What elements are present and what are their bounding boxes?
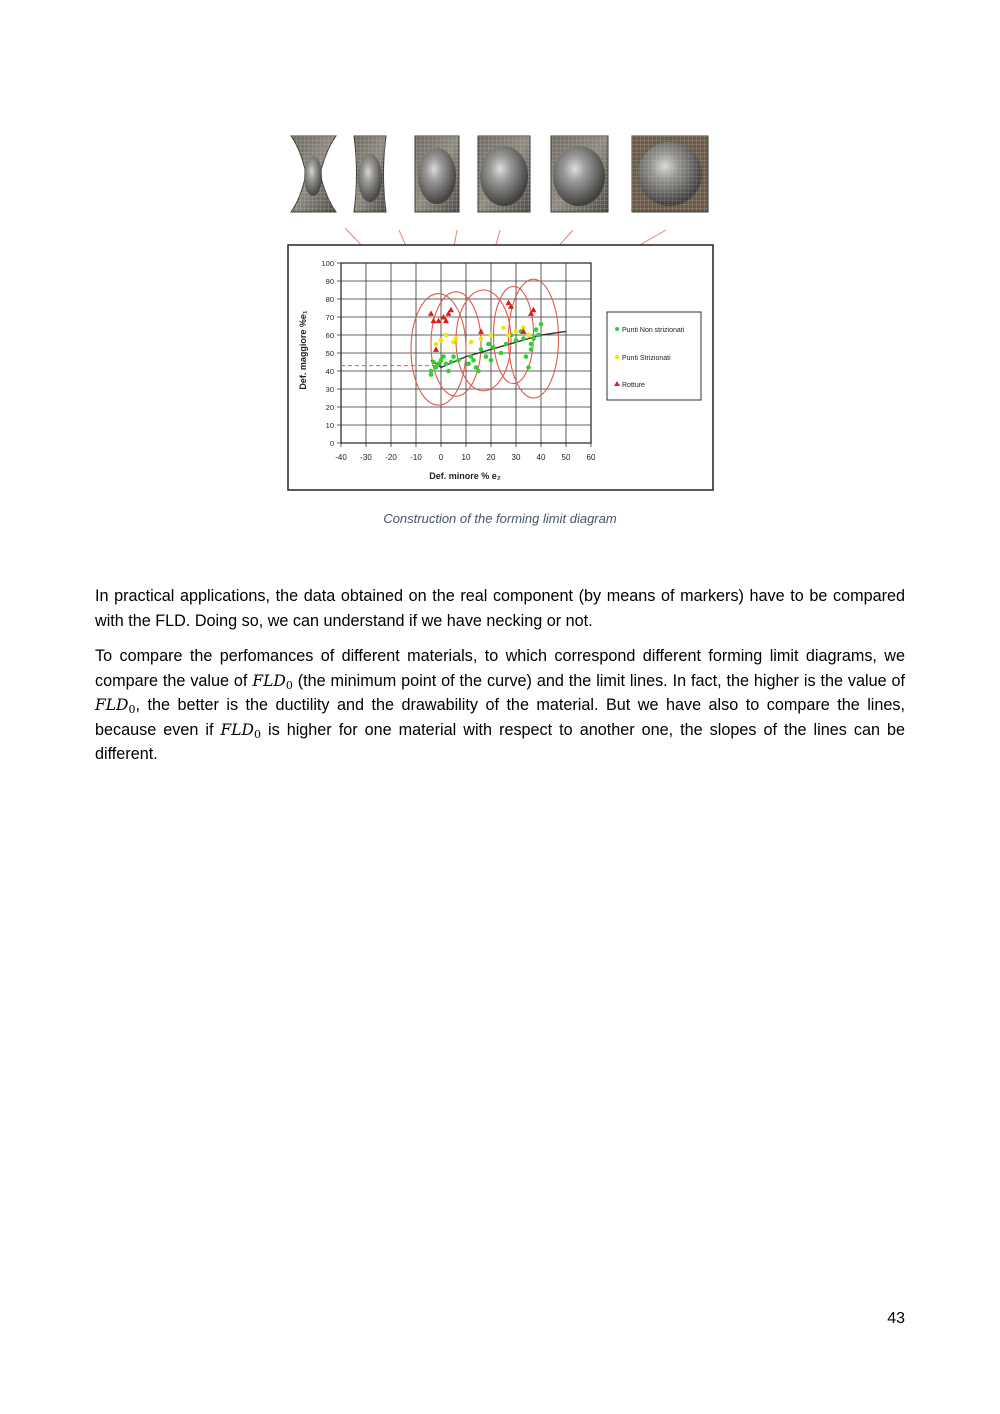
y-tick-label: 100 [321,259,334,268]
data-point-non-strizionati [534,327,539,332]
data-point-strizionati [506,333,511,338]
legend-label-strizionati: Punti Strizionati [622,355,671,362]
data-point-non-strizionati [504,342,509,347]
data-point-strizionati [489,333,494,338]
data-point-non-strizionati [431,360,436,365]
data-point-non-strizionati [499,351,504,356]
data-point-non-strizionati [484,354,489,359]
data-point-strizionati [439,338,444,343]
y-tick-label: 90 [325,277,334,286]
specimen-1 [291,136,336,212]
data-point-strizionati [454,336,459,341]
paragraph-compare-materials [95,644,905,767]
x-tick-label: 0 [438,453,444,462]
x-tick-label: 10 [461,453,471,462]
legend-label-rotture: Rotture [622,382,645,389]
x-tick-label: -40 [335,453,347,462]
figure-caption: Construction of the forming limit diagram [383,511,617,526]
math-fld0: $FLD_0$ [252,671,293,692]
math-fld0: $FLD_0$ [220,720,261,741]
x-tick-label: 30 [511,453,521,462]
y-tick-label: 10 [325,421,334,430]
p2-text-a: To compare the perfomances of different materials, to which correspond different forming limit diagrams, we compare the value of [95,647,905,690]
data-point-non-strizionati [466,362,471,367]
data-point-strizionati [469,340,474,345]
data-point-non-strizionati [456,358,461,363]
x-tick-label: 20 [486,453,496,462]
data-point-strizionati [514,329,519,334]
data-point-non-strizionati [441,354,446,359]
data-point-non-strizionati [491,345,496,350]
p2-text-c: , the better is the ductility and the drawability of the material. But we have also to compare the lines, because even if [95,696,905,739]
specimen-6 [632,136,708,212]
p2-text-b: (the minimum point of the curve) and the limit lines. In fact, the higher is the value of [292,671,905,690]
y-tick-label: 40 [325,367,334,376]
x-tick-label: -20 [385,453,397,462]
data-point-strizionati [501,326,506,331]
data-point-non-strizionati [524,354,529,359]
data-point-non-strizionati [531,336,536,341]
data-point-non-strizionati [451,354,456,359]
x-tick-label: 60 [586,453,596,462]
figure-forming-limit [0,0,1000,500]
legend [607,312,701,400]
data-point-strizionati [526,333,531,338]
data-point-non-strizionati [444,362,449,367]
specimen-3 [415,136,459,212]
data-point-non-strizionati [486,342,491,347]
y-tick-label: 0 [329,439,334,448]
data-point-non-strizionati [446,369,451,374]
legend-marker-non-strizionati [615,327,619,331]
data-point-non-strizionati [479,347,484,352]
y-tick-label: 70 [325,313,334,322]
data-point-non-strizionati [521,336,526,341]
x-tick-label: -10 [410,453,422,462]
data-point-non-strizionati [536,333,541,338]
x-tick-label: -30 [360,453,372,462]
x-tick-label: 50 [561,453,571,462]
specimen-2 [354,136,386,212]
math-fld0: $FLD_0$ [95,696,136,716]
data-point-non-strizionati [449,360,454,365]
y-tick-label: 50 [325,349,334,358]
data-point-strizionati [444,333,449,338]
specimen-4 [478,136,530,212]
y-tick-label: 60 [325,331,334,340]
data-point-strizionati [434,342,439,347]
y-tick-label: 20 [325,403,334,412]
data-point-non-strizionati [539,322,544,327]
data-point-non-strizionati [429,372,434,377]
legend-marker-strizionati [615,355,619,359]
data-point-non-strizionati [489,358,494,363]
legend-label-non-strizionati: Punti Non strizionati [622,327,685,334]
data-point-non-strizionati [529,347,534,352]
y-tick-label: 80 [325,295,334,304]
data-point-strizionati [479,336,484,341]
specimen-5 [551,136,608,212]
page-number: 43 [887,1310,905,1327]
x-tick-label: 40 [536,453,546,462]
data-point-non-strizionati [514,338,519,343]
body-text [95,584,905,778]
data-point-non-strizionati [476,369,481,374]
y-axis-label: Def. maggiore %e₁ [298,310,308,390]
p2-text-d: is higher for one material with respect to another one, the slopes of the lines can be different. [95,720,905,763]
x-axis-label: Def. minore % e₂ [429,471,501,481]
y-tick-label: 30 [325,385,334,394]
data-point-non-strizionati [471,358,476,363]
data-point-non-strizionati [526,365,531,370]
paragraph-practical-applications: In practical applications, the data obtained on the real component (by means of markers) have to be compared with the FLD. Doing so, we can understand if we have necking or not. [95,587,905,630]
data-point-non-strizionati [529,342,534,347]
